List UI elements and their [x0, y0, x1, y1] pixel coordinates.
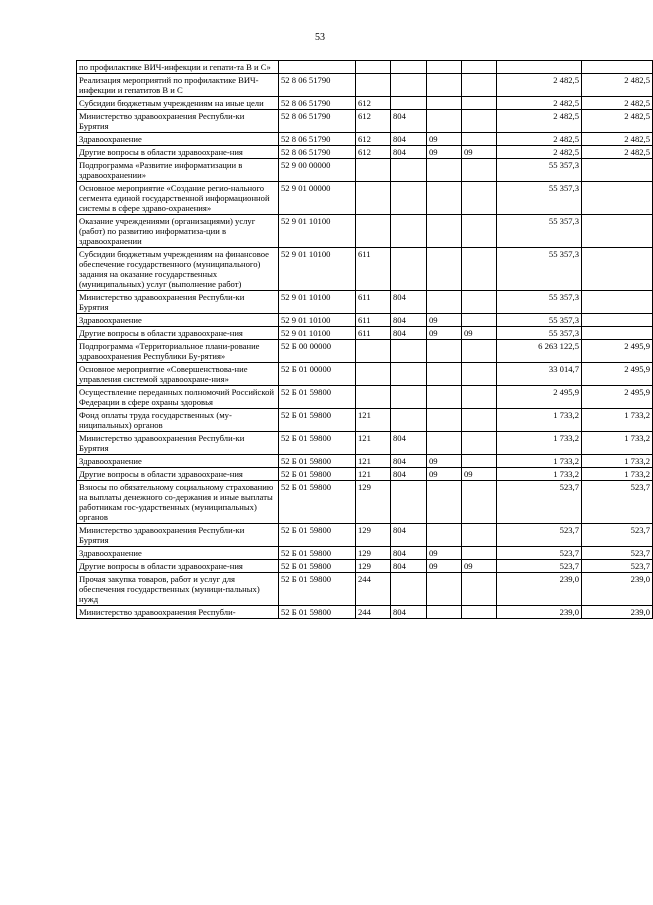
section-code-cell — [427, 291, 462, 314]
target-article-code-cell: 52 Б 01 59800 — [279, 455, 356, 468]
expense-type-cell: 611 — [356, 291, 391, 314]
federal-amount-cell: 2 482,5 — [582, 133, 653, 146]
row-name-cell: Осуществление переданных полномочий Российской Федерации в сфере охраны здоровья — [77, 386, 279, 409]
ministry-code-cell: 804 — [391, 524, 427, 547]
expense-type-cell: 121 — [356, 468, 391, 481]
subsection-code-cell — [462, 61, 497, 74]
federal-amount-cell: 2 495,9 — [582, 386, 653, 409]
subsection-code-cell — [462, 133, 497, 146]
federal-amount-cell: 523,7 — [582, 481, 653, 524]
ministry-code-cell: 804 — [391, 560, 427, 573]
ministry-code-cell — [391, 74, 427, 97]
expense-type-cell: 612 — [356, 110, 391, 133]
subsection-code-cell — [462, 159, 497, 182]
expense-type-cell: 612 — [356, 133, 391, 146]
target-article-code-cell — [279, 61, 356, 74]
amount-cell: 523,7 — [497, 481, 582, 524]
row-name-cell: Другие вопросы в области здравоохране-ния — [77, 468, 279, 481]
row-name-cell: Министерство здравоохранения Республи-ки Бурятия — [77, 291, 279, 314]
section-code-cell: 09 — [427, 468, 462, 481]
expense-type-cell — [356, 74, 391, 97]
ministry-code-cell — [391, 97, 427, 110]
ministry-code-cell — [391, 182, 427, 215]
federal-amount-cell: 523,7 — [582, 547, 653, 560]
federal-amount-cell — [582, 291, 653, 314]
row-name-cell: Министерство здравоохранения Республи-ки Бурятия — [77, 432, 279, 455]
table-row — [77, 363, 653, 386]
ministry-code-cell — [391, 340, 427, 363]
amount-cell: 1 733,2 — [497, 432, 582, 455]
target-article-code-cell: 52 9 00 00000 — [279, 159, 356, 182]
subsection-code-cell — [462, 182, 497, 215]
row-name-cell: Подпрограмма «Развитие информатизации в здравоохранении» — [77, 159, 279, 182]
ministry-code-cell: 804 — [391, 547, 427, 560]
table-row — [77, 573, 653, 606]
ministry-code-cell — [391, 573, 427, 606]
table-row — [77, 159, 653, 182]
amount-cell: 55 357,3 — [497, 314, 582, 327]
table-row — [77, 481, 653, 524]
table-row — [77, 133, 653, 146]
amount-cell: 55 357,3 — [497, 327, 582, 340]
row-name-cell: Другие вопросы в области здравоохране-ния — [77, 327, 279, 340]
ministry-code-cell: 804 — [391, 133, 427, 146]
federal-amount-cell — [582, 61, 653, 74]
subsection-code-cell — [462, 291, 497, 314]
ministry-code-cell — [391, 409, 427, 432]
amount-cell: 55 357,3 — [497, 291, 582, 314]
ministry-code-cell — [391, 363, 427, 386]
row-name-cell: Здравоохранение — [77, 314, 279, 327]
section-code-cell — [427, 248, 462, 291]
section-code-cell — [427, 363, 462, 386]
budget-table-body — [77, 61, 653, 619]
federal-amount-cell — [582, 248, 653, 291]
subsection-code-cell: 09 — [462, 468, 497, 481]
expense-type-cell: 121 — [356, 432, 391, 455]
federal-amount-cell — [582, 215, 653, 248]
section-code-cell — [427, 409, 462, 432]
expense-type-cell — [356, 386, 391, 409]
target-article-code-cell: 52 8 06 51790 — [279, 97, 356, 110]
federal-amount-cell: 2 482,5 — [582, 97, 653, 110]
subsection-code-cell — [462, 455, 497, 468]
federal-amount-cell — [582, 314, 653, 327]
target-article-code-cell: 52 8 06 51790 — [279, 74, 356, 97]
section-code-cell — [427, 61, 462, 74]
table-row — [77, 327, 653, 340]
federal-amount-cell: 523,7 — [582, 524, 653, 547]
target-article-code-cell: 52 9 01 10100 — [279, 215, 356, 248]
subsection-code-cell — [462, 215, 497, 248]
federal-amount-cell: 2 495,9 — [582, 363, 653, 386]
table-row — [77, 409, 653, 432]
table-row — [77, 74, 653, 97]
section-code-cell — [427, 97, 462, 110]
table-row — [77, 606, 653, 619]
table-row — [77, 386, 653, 409]
table-row — [77, 248, 653, 291]
target-article-code-cell: 52 8 06 51790 — [279, 133, 356, 146]
target-article-code-cell: 52 Б 01 59800 — [279, 468, 356, 481]
target-article-code-cell: 52 Б 00 00000 — [279, 340, 356, 363]
amount-cell: 523,7 — [497, 547, 582, 560]
amount-cell: 239,0 — [497, 573, 582, 606]
amount-cell: 1 733,2 — [497, 455, 582, 468]
section-code-cell — [427, 340, 462, 363]
subsection-code-cell: 09 — [462, 560, 497, 573]
federal-amount-cell — [582, 327, 653, 340]
amount-cell: 2 495,9 — [497, 386, 582, 409]
table-row — [77, 524, 653, 547]
expense-type-cell — [356, 61, 391, 74]
table-row — [77, 182, 653, 215]
table-row — [77, 291, 653, 314]
row-name-cell: Оказание учреждениями (организациями) услуг (работ) по развитию информатиза-ции в здравоохранении — [77, 215, 279, 248]
expense-type-cell: 121 — [356, 409, 391, 432]
amount-cell: 2 482,5 — [497, 110, 582, 133]
subsection-code-cell — [462, 110, 497, 133]
row-name-cell: Основное мероприятие «Совершенствова-ние управления системой здравоохране-ния» — [77, 363, 279, 386]
section-code-cell — [427, 573, 462, 606]
ministry-code-cell — [391, 481, 427, 524]
table-row — [77, 455, 653, 468]
ministry-code-cell — [391, 386, 427, 409]
section-code-cell — [427, 432, 462, 455]
table-row — [77, 110, 653, 133]
expense-type-cell: 611 — [356, 248, 391, 291]
ministry-code-cell — [391, 215, 427, 248]
target-article-code-cell: 52 Б 01 59800 — [279, 386, 356, 409]
amount-cell: 33 014,7 — [497, 363, 582, 386]
section-code-cell: 09 — [427, 560, 462, 573]
expense-type-cell — [356, 215, 391, 248]
amount-cell: 523,7 — [497, 560, 582, 573]
row-name-cell: Взносы по обязательному социальному страхованию на выплаты денежного со-держания и иные выплаты работникам гос-ударственных (муниципальных) органов — [77, 481, 279, 524]
amount-cell: 1 733,2 — [497, 409, 582, 432]
federal-amount-cell: 2 495,9 — [582, 340, 653, 363]
subsection-code-cell — [462, 409, 497, 432]
federal-amount-cell: 1 733,2 — [582, 409, 653, 432]
target-article-code-cell: 52 9 01 10100 — [279, 291, 356, 314]
expense-type-cell: 611 — [356, 327, 391, 340]
row-name-cell: Здравоохранение — [77, 547, 279, 560]
amount-cell: 239,0 — [497, 606, 582, 619]
subsection-code-cell: 09 — [462, 146, 497, 159]
section-code-cell — [427, 481, 462, 524]
expense-type-cell — [356, 159, 391, 182]
ministry-code-cell: 804 — [391, 606, 427, 619]
subsection-code-cell — [462, 340, 497, 363]
section-code-cell: 09 — [427, 455, 462, 468]
table-row — [77, 432, 653, 455]
target-article-code-cell: 52 Б 01 59800 — [279, 573, 356, 606]
section-code-cell — [427, 606, 462, 619]
section-code-cell — [427, 110, 462, 133]
subsection-code-cell — [462, 248, 497, 291]
ministry-code-cell: 804 — [391, 146, 427, 159]
row-name-cell: Фонд оплаты труда государственных (му-ниципальных) органов — [77, 409, 279, 432]
target-article-code-cell: 52 Б 01 59800 — [279, 481, 356, 524]
amount-cell: 55 357,3 — [497, 248, 582, 291]
subsection-code-cell — [462, 314, 497, 327]
subsection-code-cell — [462, 74, 497, 97]
expense-type-cell: 244 — [356, 606, 391, 619]
subsection-code-cell — [462, 547, 497, 560]
ministry-code-cell: 804 — [391, 110, 427, 133]
page-number: 53 — [315, 32, 325, 43]
subsection-code-cell — [462, 386, 497, 409]
row-name-cell: Другие вопросы в области здравоохране-ния — [77, 146, 279, 159]
expense-type-cell: 612 — [356, 97, 391, 110]
expense-type-cell: 121 — [356, 455, 391, 468]
section-code-cell — [427, 524, 462, 547]
expense-type-cell: 129 — [356, 547, 391, 560]
federal-amount-cell: 2 482,5 — [582, 146, 653, 159]
row-name-cell: Министерство здравоохранения Республи- — [77, 606, 279, 619]
row-name-cell: Здравоохранение — [77, 455, 279, 468]
target-article-code-cell: 52 8 06 51790 — [279, 110, 356, 133]
subsection-code-cell — [462, 481, 497, 524]
expense-type-cell: 129 — [356, 481, 391, 524]
row-name-cell: по профилактике ВИЧ-инфекции и гепати-та В и С» — [77, 61, 279, 74]
row-name-cell: Другие вопросы в области здравоохране-ния — [77, 560, 279, 573]
section-code-cell — [427, 386, 462, 409]
federal-amount-cell — [582, 182, 653, 215]
ministry-code-cell — [391, 61, 427, 74]
federal-amount-cell: 1 733,2 — [582, 455, 653, 468]
amount-cell: 55 357,3 — [497, 159, 582, 182]
subsection-code-cell — [462, 524, 497, 547]
federal-amount-cell: 2 482,5 — [582, 74, 653, 97]
subsection-code-cell — [462, 573, 497, 606]
section-code-cell: 09 — [427, 327, 462, 340]
federal-amount-cell: 2 482,5 — [582, 110, 653, 133]
section-code-cell — [427, 159, 462, 182]
amount-cell: 2 482,5 — [497, 146, 582, 159]
section-code-cell: 09 — [427, 314, 462, 327]
ministry-code-cell: 804 — [391, 291, 427, 314]
target-article-code-cell: 52 9 01 10100 — [279, 248, 356, 291]
table-row — [77, 560, 653, 573]
ministry-code-cell: 804 — [391, 314, 427, 327]
expense-type-cell: 611 — [356, 314, 391, 327]
expense-type-cell — [356, 363, 391, 386]
row-name-cell: Прочая закупка товаров, работ и услуг для обеспечения государственных (муници-пальных) нужд — [77, 573, 279, 606]
section-code-cell — [427, 215, 462, 248]
federal-amount-cell: 1 733,2 — [582, 468, 653, 481]
federal-amount-cell — [582, 159, 653, 182]
expense-type-cell: 129 — [356, 560, 391, 573]
target-article-code-cell: 52 Б 01 59800 — [279, 409, 356, 432]
section-code-cell — [427, 182, 462, 215]
table-row — [77, 61, 653, 74]
expense-type-cell: 612 — [356, 146, 391, 159]
row-name-cell: Субсидии бюджетным учреждениям на иные цели — [77, 97, 279, 110]
federal-amount-cell: 523,7 — [582, 560, 653, 573]
expense-type-cell: 129 — [356, 524, 391, 547]
table-row — [77, 340, 653, 363]
row-name-cell: Реализация мероприятий по профилактике ВИЧ-инфекции и гепатитов В и С — [77, 74, 279, 97]
target-article-code-cell: 52 9 01 00000 — [279, 182, 356, 215]
target-article-code-cell: 52 Б 01 59800 — [279, 432, 356, 455]
table-row — [77, 146, 653, 159]
target-article-code-cell: 52 9 01 10100 — [279, 314, 356, 327]
expense-type-cell — [356, 340, 391, 363]
row-name-cell: Министерство здравоохранения Республи-ки Бурятия — [77, 524, 279, 547]
table-row — [77, 314, 653, 327]
amount-cell: 6 263 122,5 — [497, 340, 582, 363]
amount-cell — [497, 61, 582, 74]
target-article-code-cell: 52 9 01 10100 — [279, 327, 356, 340]
amount-cell: 2 482,5 — [497, 133, 582, 146]
ministry-code-cell — [391, 248, 427, 291]
table-row — [77, 468, 653, 481]
target-article-code-cell: 52 Б 01 59800 — [279, 606, 356, 619]
federal-amount-cell: 239,0 — [582, 606, 653, 619]
ministry-code-cell — [391, 159, 427, 182]
subsection-code-cell — [462, 97, 497, 110]
subsection-code-cell — [462, 432, 497, 455]
table-row — [77, 547, 653, 560]
section-code-cell: 09 — [427, 547, 462, 560]
table-row — [77, 215, 653, 248]
ministry-code-cell: 804 — [391, 432, 427, 455]
expense-type-cell — [356, 182, 391, 215]
federal-amount-cell: 1 733,2 — [582, 432, 653, 455]
ministry-code-cell: 804 — [391, 327, 427, 340]
amount-cell: 523,7 — [497, 524, 582, 547]
subsection-code-cell: 09 — [462, 327, 497, 340]
ministry-code-cell: 804 — [391, 455, 427, 468]
row-name-cell: Основное мероприятие «Создание регио-нального сегмента единой государственной информационной системы в сфере здраво-охранения» — [77, 182, 279, 215]
row-name-cell: Субсидии бюджетным учреждениям на финансовое обеспечение государственного (муниципального) задания на оказание государственных (муниципальных) услуг (выполнение работ) — [77, 248, 279, 291]
target-article-code-cell: 52 8 06 51790 — [279, 146, 356, 159]
section-code-cell: 09 — [427, 146, 462, 159]
section-code-cell — [427, 74, 462, 97]
federal-amount-cell: 239,0 — [582, 573, 653, 606]
amount-cell: 55 357,3 — [497, 215, 582, 248]
row-name-cell: Министерство здравоохранения Республи-ки Бурятия — [77, 110, 279, 133]
amount-cell: 2 482,5 — [497, 74, 582, 97]
expense-type-cell: 244 — [356, 573, 391, 606]
budget-table — [76, 60, 653, 619]
target-article-code-cell: 52 Б 01 59800 — [279, 524, 356, 547]
ministry-code-cell: 804 — [391, 468, 427, 481]
section-code-cell: 09 — [427, 133, 462, 146]
target-article-code-cell: 52 Б 01 00000 — [279, 363, 356, 386]
row-name-cell: Подпрограмма «Территориальное плани-рование здравоохранения Республики Бу-рятия» — [77, 340, 279, 363]
subsection-code-cell — [462, 606, 497, 619]
amount-cell: 55 357,3 — [497, 182, 582, 215]
target-article-code-cell: 52 Б 01 59800 — [279, 560, 356, 573]
row-name-cell: Здравоохранение — [77, 133, 279, 146]
table-row — [77, 97, 653, 110]
subsection-code-cell — [462, 363, 497, 386]
amount-cell: 1 733,2 — [497, 468, 582, 481]
target-article-code-cell: 52 Б 01 59800 — [279, 547, 356, 560]
amount-cell: 2 482,5 — [497, 97, 582, 110]
